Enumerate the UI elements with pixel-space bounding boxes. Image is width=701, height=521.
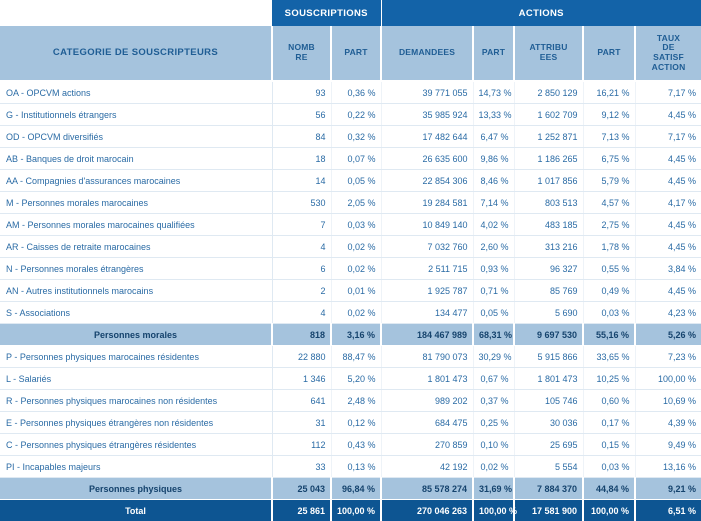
cell-part-attribuees: 2,75 % bbox=[583, 214, 635, 236]
cell-nombre: 22 880 bbox=[272, 346, 331, 368]
cell-attribuees: 96 327 bbox=[514, 258, 583, 280]
row-label: Personnes morales bbox=[0, 324, 272, 346]
cell-part-souscriptions: 5,20 % bbox=[331, 368, 381, 390]
cell-attribuees: 1 186 265 bbox=[514, 148, 583, 170]
cell-part-souscriptions: 100,00 % bbox=[331, 500, 381, 521]
cell-attribuees: 17 581 900 bbox=[514, 500, 583, 521]
cell-nombre: 25 861 bbox=[272, 500, 331, 521]
cell-taux: 9,21 % bbox=[635, 478, 701, 500]
cell-demandees: 684 475 bbox=[381, 412, 473, 434]
column-header-part-demandees: PART bbox=[473, 26, 514, 81]
cell-part-demandees: 13,33 % bbox=[473, 104, 514, 126]
cell-part-souscriptions: 88,47 % bbox=[331, 346, 381, 368]
column-header-attribuees: ATTRIBU EES bbox=[514, 26, 583, 81]
cell-part-attribuees: 6,75 % bbox=[583, 148, 635, 170]
cell-part-demandees: 9,86 % bbox=[473, 148, 514, 170]
cell-taux: 4,45 % bbox=[635, 104, 701, 126]
cell-taux: 7,17 % bbox=[635, 81, 701, 104]
cell-demandees: 19 284 581 bbox=[381, 192, 473, 214]
cell-part-demandees: 0,67 % bbox=[473, 368, 514, 390]
cell-part-souscriptions: 0,43 % bbox=[331, 434, 381, 456]
cell-nombre: 4 bbox=[272, 302, 331, 324]
row-label: G - Institutionnels étrangers bbox=[0, 104, 272, 126]
cell-nombre: 18 bbox=[272, 148, 331, 170]
cell-attribuees: 1 252 871 bbox=[514, 126, 583, 148]
table-row bbox=[0, 170, 701, 192]
cell-taux: 9,49 % bbox=[635, 434, 701, 456]
cell-part-demandees: 2,60 % bbox=[473, 236, 514, 258]
cell-nombre: 31 bbox=[272, 412, 331, 434]
table-head bbox=[0, 0, 701, 81]
cell-part-attribuees: 5,79 % bbox=[583, 170, 635, 192]
cell-part-demandees: 100,00 % bbox=[473, 500, 514, 521]
cell-part-demandees: 0,93 % bbox=[473, 258, 514, 280]
cell-part-attribuees: 1,78 % bbox=[583, 236, 635, 258]
table-row bbox=[0, 346, 701, 368]
cell-taux: 4,23 % bbox=[635, 302, 701, 324]
cell-part-attribuees: 100,00 % bbox=[583, 500, 635, 521]
cell-demandees: 989 202 bbox=[381, 390, 473, 412]
cell-taux: 4,45 % bbox=[635, 170, 701, 192]
cell-taux: 4,45 % bbox=[635, 280, 701, 302]
table-row bbox=[0, 302, 701, 324]
cell-part-attribuees: 0,03 % bbox=[583, 302, 635, 324]
cell-demandees: 39 771 055 bbox=[381, 81, 473, 104]
cell-part-souscriptions: 0,13 % bbox=[331, 456, 381, 478]
cell-part-demandees: 0,10 % bbox=[473, 434, 514, 456]
cell-part-attribuees: 9,12 % bbox=[583, 104, 635, 126]
table-row bbox=[0, 81, 701, 104]
cell-demandees: 1 801 473 bbox=[381, 368, 473, 390]
cell-part-attribuees: 0,03 % bbox=[583, 456, 635, 478]
cell-part-demandees: 0,02 % bbox=[473, 456, 514, 478]
row-label: C - Personnes physiques étrangères résidentes bbox=[0, 434, 272, 456]
cell-taux: 3,84 % bbox=[635, 258, 701, 280]
cell-part-souscriptions: 0,07 % bbox=[331, 148, 381, 170]
cell-part-demandees: 31,69 % bbox=[473, 478, 514, 500]
cell-nombre: 33 bbox=[272, 456, 331, 478]
cell-part-souscriptions: 2,48 % bbox=[331, 390, 381, 412]
cell-nombre: 2 bbox=[272, 280, 331, 302]
group-header-souscriptions: SOUSCRIPTIONS bbox=[272, 0, 381, 26]
row-label: AB - Banques de droit marocain bbox=[0, 148, 272, 170]
cell-part-attribuees: 10,25 % bbox=[583, 368, 635, 390]
cell-part-souscriptions: 0,12 % bbox=[331, 412, 381, 434]
table-row bbox=[0, 456, 701, 478]
cell-attribuees: 5 690 bbox=[514, 302, 583, 324]
cell-nombre: 84 bbox=[272, 126, 331, 148]
table-row bbox=[0, 280, 701, 302]
cell-taux: 4,45 % bbox=[635, 214, 701, 236]
cell-attribuees: 9 697 530 bbox=[514, 324, 583, 346]
cell-demandees: 26 635 600 bbox=[381, 148, 473, 170]
cell-demandees: 184 467 989 bbox=[381, 324, 473, 346]
cell-nombre: 4 bbox=[272, 236, 331, 258]
cell-attribuees: 7 884 370 bbox=[514, 478, 583, 500]
cell-attribuees: 5 554 bbox=[514, 456, 583, 478]
cell-taux: 13,16 % bbox=[635, 456, 701, 478]
cell-taux: 4,17 % bbox=[635, 192, 701, 214]
cell-attribuees: 85 769 bbox=[514, 280, 583, 302]
table-row bbox=[0, 236, 701, 258]
cell-nombre: 93 bbox=[272, 81, 331, 104]
cell-nombre: 14 bbox=[272, 170, 331, 192]
cell-nombre: 112 bbox=[272, 434, 331, 456]
total-row bbox=[0, 500, 701, 521]
cell-taux: 10,69 % bbox=[635, 390, 701, 412]
cell-part-souscriptions: 0,01 % bbox=[331, 280, 381, 302]
cell-part-attribuees: 0,60 % bbox=[583, 390, 635, 412]
table-row bbox=[0, 192, 701, 214]
cell-part-souscriptions: 0,03 % bbox=[331, 214, 381, 236]
row-label: Total bbox=[0, 500, 272, 521]
table-row bbox=[0, 104, 701, 126]
cell-taux: 7,23 % bbox=[635, 346, 701, 368]
cell-attribuees: 1 017 856 bbox=[514, 170, 583, 192]
row-label: M - Personnes morales marocaines bbox=[0, 192, 272, 214]
cell-attribuees: 1 602 709 bbox=[514, 104, 583, 126]
table-row bbox=[0, 412, 701, 434]
cell-nombre: 818 bbox=[272, 324, 331, 346]
cell-part-souscriptions: 3,16 % bbox=[331, 324, 381, 346]
cell-attribuees: 803 513 bbox=[514, 192, 583, 214]
row-label: OA - OPCVM actions bbox=[0, 81, 272, 104]
row-label: AR - Caisses de retraite marocaines bbox=[0, 236, 272, 258]
column-header-row bbox=[0, 26, 701, 81]
table-row bbox=[0, 258, 701, 280]
cell-nombre: 7 bbox=[272, 214, 331, 236]
cell-part-souscriptions: 0,02 % bbox=[331, 302, 381, 324]
cell-part-souscriptions: 2,05 % bbox=[331, 192, 381, 214]
cell-part-demandees: 7,14 % bbox=[473, 192, 514, 214]
cell-taux: 4,39 % bbox=[635, 412, 701, 434]
table-row bbox=[0, 434, 701, 456]
cell-part-demandees: 0,05 % bbox=[473, 302, 514, 324]
table-body bbox=[0, 81, 701, 521]
cell-demandees: 134 477 bbox=[381, 302, 473, 324]
cell-demandees: 2 511 715 bbox=[381, 258, 473, 280]
header-empty-corner bbox=[0, 0, 272, 26]
cell-part-souscriptions: 0,05 % bbox=[331, 170, 381, 192]
row-label: PI - Incapables majeurs bbox=[0, 456, 272, 478]
cell-demandees: 7 032 760 bbox=[381, 236, 473, 258]
cell-part-attribuees: 0,17 % bbox=[583, 412, 635, 434]
cell-part-attribuees: 4,57 % bbox=[583, 192, 635, 214]
cell-taux: 5,26 % bbox=[635, 324, 701, 346]
cell-demandees: 1 925 787 bbox=[381, 280, 473, 302]
row-label: L - Salariés bbox=[0, 368, 272, 390]
cell-part-souscriptions: 0,32 % bbox=[331, 126, 381, 148]
row-label: AN - Autres institutionnels marocains bbox=[0, 280, 272, 302]
row-label: R - Personnes physiques marocaines non résidentes bbox=[0, 390, 272, 412]
row-label: N - Personnes morales étrangères bbox=[0, 258, 272, 280]
cell-part-souscriptions: 0,02 % bbox=[331, 258, 381, 280]
cell-attribuees: 1 801 473 bbox=[514, 368, 583, 390]
cell-nombre: 1 346 bbox=[272, 368, 331, 390]
row-label: AA - Compagnies d'assurances marocaines bbox=[0, 170, 272, 192]
column-header-taux: TAUX DE SATISF ACTION bbox=[635, 26, 701, 81]
cell-part-demandees: 0,71 % bbox=[473, 280, 514, 302]
cell-nombre: 641 bbox=[272, 390, 331, 412]
cell-demandees: 10 849 140 bbox=[381, 214, 473, 236]
cell-part-souscriptions: 0,36 % bbox=[331, 81, 381, 104]
cell-part-demandees: 8,46 % bbox=[473, 170, 514, 192]
cell-demandees: 85 578 274 bbox=[381, 478, 473, 500]
subtotal-row bbox=[0, 478, 701, 500]
table-row bbox=[0, 148, 701, 170]
table-row bbox=[0, 214, 701, 236]
cell-part-attribuees: 7,13 % bbox=[583, 126, 635, 148]
row-label: P - Personnes physiques marocaines résidentes bbox=[0, 346, 272, 368]
cell-demandees: 17 482 644 bbox=[381, 126, 473, 148]
group-header-row bbox=[0, 0, 701, 26]
cell-demandees: 81 790 073 bbox=[381, 346, 473, 368]
cell-part-souscriptions: 96,84 % bbox=[331, 478, 381, 500]
cell-part-attribuees: 0,15 % bbox=[583, 434, 635, 456]
table-row bbox=[0, 126, 701, 148]
cell-part-demandees: 30,29 % bbox=[473, 346, 514, 368]
subtotal-row bbox=[0, 324, 701, 346]
row-label: E - Personnes physiques étrangères non résidentes bbox=[0, 412, 272, 434]
column-header-demandees: DEMANDEES bbox=[381, 26, 473, 81]
cell-attribuees: 105 746 bbox=[514, 390, 583, 412]
cell-part-attribuees: 0,49 % bbox=[583, 280, 635, 302]
cell-part-souscriptions: 0,02 % bbox=[331, 236, 381, 258]
cell-part-demandees: 6,47 % bbox=[473, 126, 514, 148]
row-label: Personnes physiques bbox=[0, 478, 272, 500]
cell-taux: 6,51 % bbox=[635, 500, 701, 521]
cell-attribuees: 313 216 bbox=[514, 236, 583, 258]
cell-part-attribuees: 16,21 % bbox=[583, 81, 635, 104]
cell-taux: 4,45 % bbox=[635, 148, 701, 170]
cell-part-demandees: 0,25 % bbox=[473, 412, 514, 434]
cell-demandees: 35 985 924 bbox=[381, 104, 473, 126]
cell-nombre: 25 043 bbox=[272, 478, 331, 500]
cell-nombre: 6 bbox=[272, 258, 331, 280]
column-header-nombre: NOMB RE bbox=[272, 26, 331, 81]
cell-part-demandees: 4,02 % bbox=[473, 214, 514, 236]
cell-part-demandees: 14,73 % bbox=[473, 81, 514, 104]
cell-taux: 4,45 % bbox=[635, 236, 701, 258]
row-label: S - Associations bbox=[0, 302, 272, 324]
cell-nombre: 56 bbox=[272, 104, 331, 126]
group-header-actions: ACTIONS bbox=[381, 0, 701, 26]
column-header-part-attribuees: PART bbox=[583, 26, 635, 81]
cell-demandees: 22 854 306 bbox=[381, 170, 473, 192]
cell-part-attribuees: 55,16 % bbox=[583, 324, 635, 346]
cell-taux: 100,00 % bbox=[635, 368, 701, 390]
row-label: OD - OPCVM diversifiés bbox=[0, 126, 272, 148]
cell-part-souscriptions: 0,22 % bbox=[331, 104, 381, 126]
cell-attribuees: 30 036 bbox=[514, 412, 583, 434]
cell-attribuees: 483 185 bbox=[514, 214, 583, 236]
column-header-category: CATEGORIE DE SOUSCRIPTEURS bbox=[0, 26, 272, 81]
cell-attribuees: 25 695 bbox=[514, 434, 583, 456]
cell-part-demandees: 68,31 % bbox=[473, 324, 514, 346]
table-row bbox=[0, 368, 701, 390]
cell-taux: 7,17 % bbox=[635, 126, 701, 148]
cell-part-demandees: 0,37 % bbox=[473, 390, 514, 412]
cell-part-attribuees: 0,55 % bbox=[583, 258, 635, 280]
cell-attribuees: 2 850 129 bbox=[514, 81, 583, 104]
table-row bbox=[0, 390, 701, 412]
cell-part-attribuees: 33,65 % bbox=[583, 346, 635, 368]
cell-part-attribuees: 44,84 % bbox=[583, 478, 635, 500]
cell-demandees: 270 046 263 bbox=[381, 500, 473, 521]
cell-demandees: 270 859 bbox=[381, 434, 473, 456]
column-header-part-souscriptions: PART bbox=[331, 26, 381, 81]
cell-nombre: 530 bbox=[272, 192, 331, 214]
cell-attribuees: 5 915 866 bbox=[514, 346, 583, 368]
cell-demandees: 42 192 bbox=[381, 456, 473, 478]
row-label: AM - Personnes morales marocaines qualifiées bbox=[0, 214, 272, 236]
